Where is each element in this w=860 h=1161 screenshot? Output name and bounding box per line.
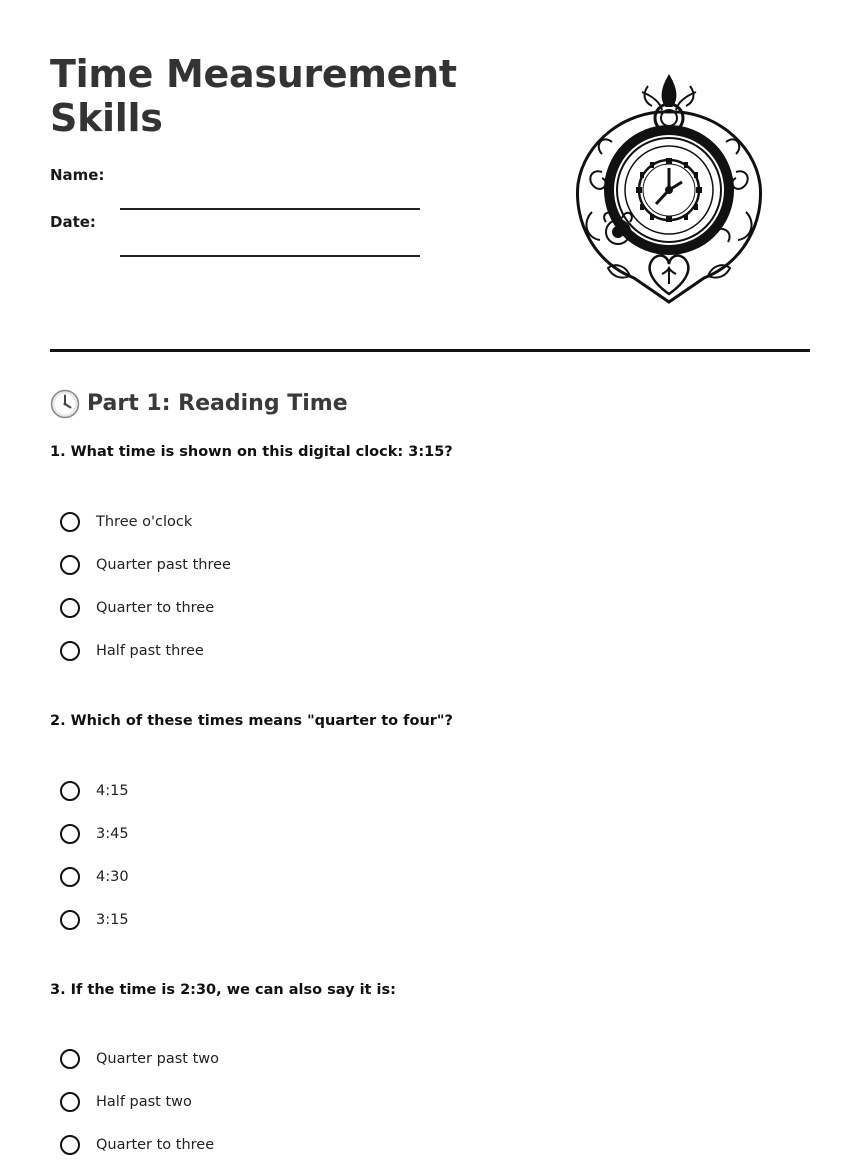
q3-option-1[interactable] <box>60 1046 219 1072</box>
section-title <box>50 389 348 419</box>
q1-option-3[interactable] <box>60 595 214 621</box>
q1-option-4[interactable] <box>60 638 204 664</box>
radio-button[interactable] <box>60 824 80 844</box>
q3-option-2[interactable] <box>60 1089 192 1115</box>
date-field <box>50 213 420 243</box>
q2-option-3[interactable] <box>60 864 129 890</box>
ornate-clock-illustration <box>572 72 766 308</box>
question-3: 3. If the time is 2:30, we can also say it is: <box>50 982 396 998</box>
option-label: 4:30 <box>96 869 129 885</box>
question-2: 2. Which of these times means "quarter to four"? <box>50 713 453 729</box>
radio-button[interactable] <box>60 1135 80 1155</box>
radio-button[interactable] <box>60 910 80 930</box>
question-1: 1. What time is shown on this digital clock: 3:15? <box>50 444 453 460</box>
option-label: Quarter past two <box>96 1051 219 1067</box>
q1-option-1[interactable] <box>60 509 192 535</box>
q2-option-4[interactable] <box>60 907 129 933</box>
option-label: 4:15 <box>96 783 129 799</box>
title-line-1: Time Measurement <box>50 52 457 96</box>
name-label: Name: <box>50 166 105 184</box>
q1-option-2[interactable] <box>60 552 231 578</box>
radio-button[interactable] <box>60 598 80 618</box>
option-label: 3:45 <box>96 826 129 842</box>
option-label: Quarter to three <box>96 1137 215 1153</box>
worksheet-title <box>50 52 470 140</box>
name-field <box>50 166 420 196</box>
q2-option-2[interactable] <box>60 821 129 847</box>
radio-button[interactable] <box>60 641 80 661</box>
radio-button[interactable] <box>60 1049 80 1069</box>
radio-button[interactable] <box>60 1092 80 1112</box>
option-label: Half past two <box>96 1094 192 1110</box>
clock-icon <box>50 389 80 419</box>
name-input[interactable] <box>120 186 420 210</box>
option-label: Quarter past three <box>96 557 231 573</box>
option-label: 3:15 <box>96 912 129 928</box>
radio-button[interactable] <box>60 512 80 532</box>
option-label: Three o'clock <box>96 514 193 530</box>
section-title-text: Part 1: Reading Time <box>87 391 348 416</box>
date-label: Date: <box>50 213 96 231</box>
date-input[interactable] <box>120 233 420 257</box>
header-divider <box>50 349 810 352</box>
radio-button[interactable] <box>60 867 80 887</box>
title-line-2: Skills <box>50 96 163 140</box>
q3-option-3[interactable] <box>60 1132 214 1158</box>
option-label: Half past three <box>96 643 204 659</box>
option-label: Quarter to three <box>96 600 215 616</box>
q2-option-1[interactable] <box>60 778 129 804</box>
radio-button[interactable] <box>60 555 80 575</box>
radio-button[interactable] <box>60 781 80 801</box>
